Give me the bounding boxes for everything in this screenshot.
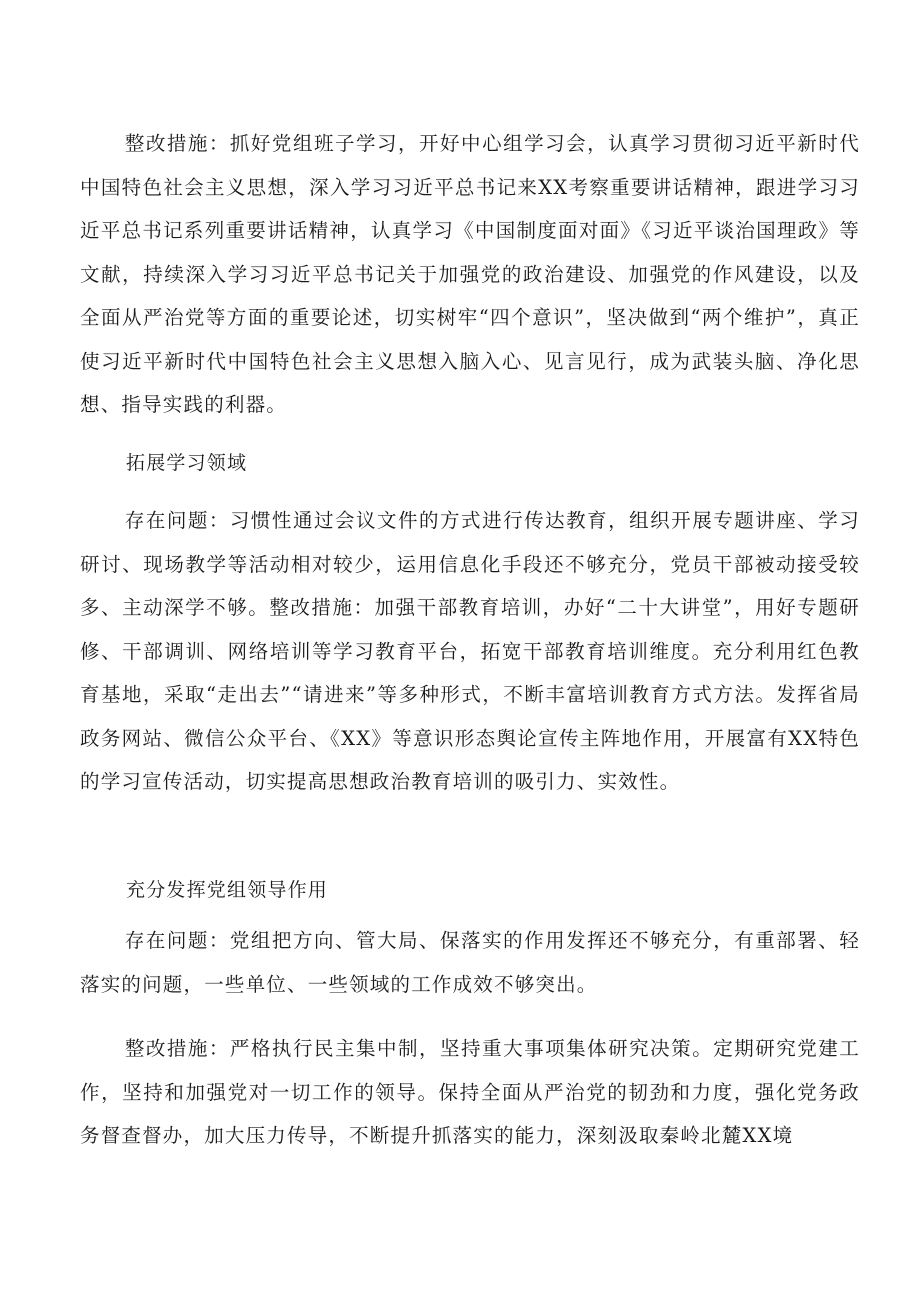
section-heading-party-leadership: 充分发挥党组领导作用 — [126, 879, 329, 901]
paragraph-existing-problems-leadership: 存在问题：党组把方向、管大局、保落实的作用发挥还不够充分，有重部署、轻落实的问题，一些单位、一些领域的工作成效不够突出。 — [80, 929, 860, 996]
paragraph-existing-problems-education: 存在问题：习惯性通过会议文件的方式进行传达教育，组织开展专题讲座、学习研讨、现场教学等活动相对较少，运用信息化手段还不够充分，党员干部被动接受较多、主动深学不够。整改措施：加强干部教育培训，办好“二十大讲堂”，用好专题研修、干部调训、网络培训等学习教育平台，拓宽干部教育培训维度。充分利用红色教育基地，采取“走出去”“请进来”等多种形式，不断丰富培训教育方式方法。发挥省局政务网站、微信公众平台、《XX》等意识形态舆论宣传主阵地作用，开展富有XX特色的学习宣传活动，切实提高思想政治教育培训的吸引力、实效性。 — [80, 509, 860, 793]
paragraph-rectification-measures-study: 整改措施：抓好党组班子学习，开好中心组学习会，认真学习贯彻习近平新时代中国特色社会主义思想，深入学习习近平总书记来XX考察重要讲话精神，跟进学习习近平总书记系列重要讲话精神，认真学习《中国制度面对面》《习近平谈治国理政》等文献，持续深入学习习近平总书记关于加强党的政治建设、加强党的作风建设，以及全面从严治党等方面的重要论述，切实树牢“四个意识”，坚决做到“两个维护”，真正使习近平新时代中国特色社会主义思想入脑入心、见言见行，成为武装头脑、净化思想、指导实践的利器。 — [80, 132, 860, 416]
paragraph-rectification-measures-leadership: 整改措施：严格执行民主集中制，坚持重大事项集体研究决策。定期研究党建工作，坚持和加强党对一切工作的领导。保持全面从严治党的韧劲和力度，强化党务政务督查督办，加大压力传导，不断提升抓落实的能力，深刻汲取秦岭北麓XX境 — [80, 1037, 860, 1147]
section-heading-expand-learning: 拓展学习领域 — [126, 452, 248, 474]
